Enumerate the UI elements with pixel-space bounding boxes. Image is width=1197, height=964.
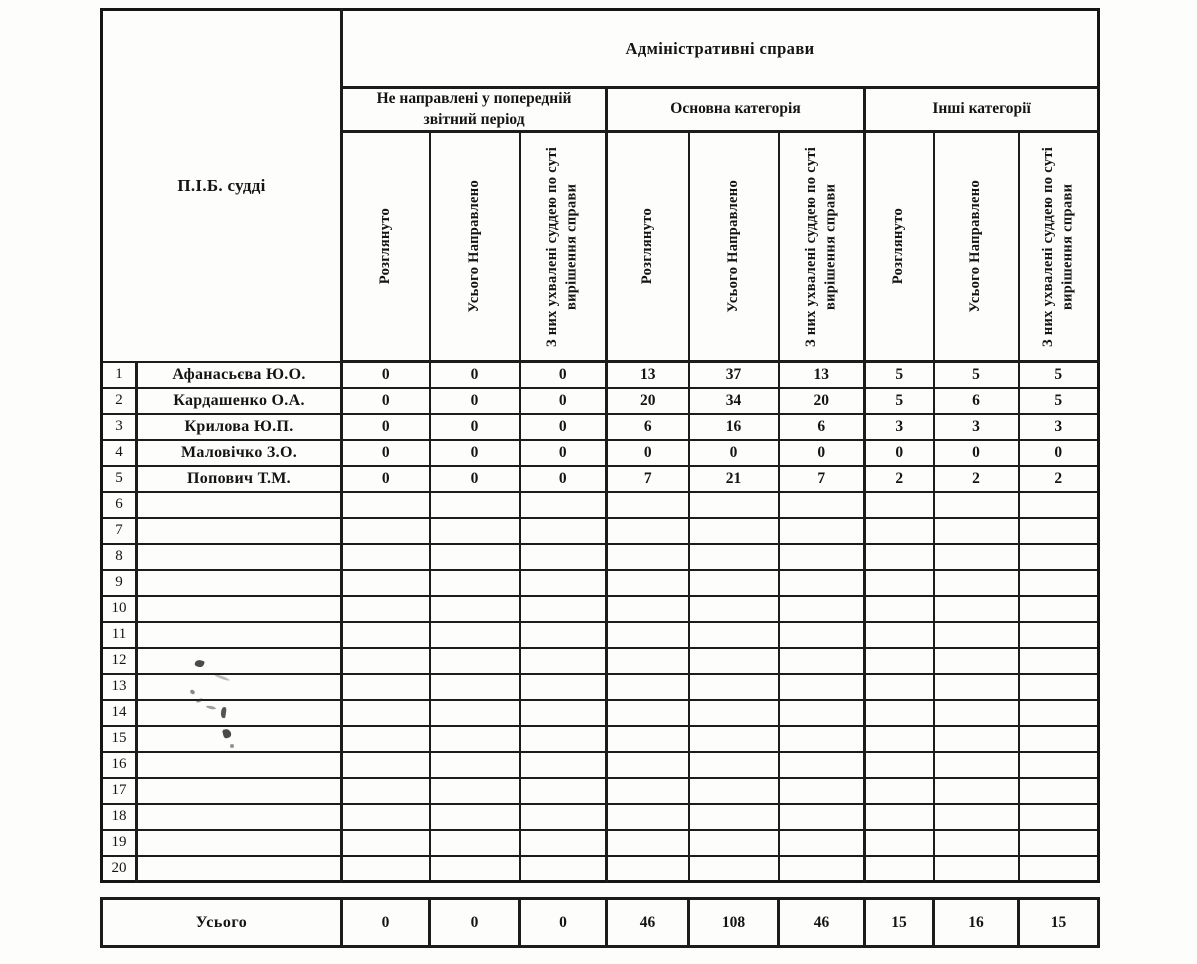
cell-value — [934, 544, 1019, 570]
cell-value — [342, 570, 430, 596]
cell-value — [607, 544, 689, 570]
cell-value — [430, 700, 520, 726]
row-number: 8 — [102, 544, 137, 570]
cell-value — [430, 752, 520, 778]
cell-value: 0 — [607, 440, 689, 466]
row-number: 7 — [102, 518, 137, 544]
cell-value — [1019, 518, 1099, 544]
table-row — [102, 544, 1099, 570]
total-value: 16 — [934, 899, 1019, 947]
cell-value — [607, 726, 689, 752]
cell-value — [865, 570, 934, 596]
cell-value — [779, 830, 865, 856]
col-header-decided-on-merits: З них ухвалені суддею по суті вирішення справи — [1019, 132, 1099, 362]
cell-value: 2 — [934, 466, 1019, 492]
cell-value: 0 — [520, 388, 607, 414]
cell-value — [342, 596, 430, 622]
totals-label: Усього — [102, 899, 342, 947]
table-row — [102, 492, 1099, 518]
table-row — [102, 752, 1099, 778]
cell-value — [1019, 674, 1099, 700]
cell-value — [607, 570, 689, 596]
cell-value: 0 — [934, 440, 1019, 466]
cell-value — [607, 700, 689, 726]
cell-value — [342, 804, 430, 830]
cell-value — [779, 596, 865, 622]
cell-value — [1019, 492, 1099, 518]
cell-value — [1019, 726, 1099, 752]
judge-name — [137, 726, 342, 752]
cell-value — [934, 856, 1019, 882]
row-number: 12 — [102, 648, 137, 674]
cell-value: 0 — [430, 388, 520, 414]
cell-value — [865, 752, 934, 778]
table-row — [102, 440, 1099, 466]
scanned-report-sheet — [100, 8, 1097, 931]
cell-value — [865, 492, 934, 518]
judge-name — [137, 830, 342, 856]
cell-value — [430, 596, 520, 622]
cell-value: 2 — [865, 466, 934, 492]
table-row — [102, 856, 1099, 882]
cell-value: 0 — [342, 440, 430, 466]
table-row — [102, 726, 1099, 752]
row-number: 5 — [102, 466, 137, 492]
cell-value — [520, 778, 607, 804]
total-value: 15 — [1019, 899, 1099, 947]
cell-value — [865, 804, 934, 830]
row-number: 10 — [102, 596, 137, 622]
table-row — [102, 674, 1099, 700]
cell-value: 5 — [865, 362, 934, 388]
cell-value — [607, 492, 689, 518]
cell-value: 6 — [779, 414, 865, 440]
col-header-reviewed: Розглянуто — [607, 132, 689, 362]
cell-value — [430, 648, 520, 674]
cell-value: 0 — [779, 440, 865, 466]
cell-value — [865, 700, 934, 726]
cell-value — [430, 726, 520, 752]
cell-value — [342, 726, 430, 752]
judge-name: Афанасьєва Ю.О. — [137, 362, 342, 388]
cell-value — [689, 674, 779, 700]
row-number: 17 — [102, 778, 137, 804]
cell-value — [520, 830, 607, 856]
table-row — [102, 804, 1099, 830]
row-number: 4 — [102, 440, 137, 466]
cell-value: 16 — [689, 414, 779, 440]
cell-value: 0 — [430, 414, 520, 440]
cell-value — [430, 570, 520, 596]
col-header-decided-on-merits: З них ухвалені суддею по суті вирішення справи — [779, 132, 865, 362]
total-value: 0 — [342, 899, 430, 947]
cell-value: 0 — [342, 466, 430, 492]
cell-value — [1019, 856, 1099, 882]
cell-value — [689, 830, 779, 856]
cell-value: 0 — [865, 440, 934, 466]
row-number: 16 — [102, 752, 137, 778]
cell-value — [1019, 622, 1099, 648]
cell-value — [342, 674, 430, 700]
cell-value: 5 — [865, 388, 934, 414]
cell-value — [689, 518, 779, 544]
cell-value — [865, 596, 934, 622]
cell-value — [865, 622, 934, 648]
col-header-decided-on-merits: З них ухвалені суддею по суті вирішення справи — [520, 132, 607, 362]
cell-value: 0 — [342, 362, 430, 388]
cell-value: 13 — [779, 362, 865, 388]
cell-value — [1019, 570, 1099, 596]
table-row — [102, 622, 1099, 648]
group-header-main-category: Основна категорія — [607, 88, 865, 132]
col-header-total-forwarded: Усього Направлено — [430, 132, 520, 362]
cell-value — [1019, 830, 1099, 856]
cell-value — [779, 648, 865, 674]
cell-value — [865, 830, 934, 856]
cell-value: 6 — [934, 388, 1019, 414]
cell-value — [934, 622, 1019, 648]
cell-value — [430, 856, 520, 882]
table-row — [102, 388, 1099, 414]
cell-value — [607, 804, 689, 830]
cell-value — [934, 492, 1019, 518]
cell-value — [430, 674, 520, 700]
table-row — [102, 518, 1099, 544]
cell-value — [430, 622, 520, 648]
cell-value — [520, 752, 607, 778]
cell-value — [934, 830, 1019, 856]
cell-value — [779, 804, 865, 830]
cell-value: 3 — [865, 414, 934, 440]
cell-value: 13 — [607, 362, 689, 388]
cell-value — [607, 596, 689, 622]
cell-value — [607, 830, 689, 856]
row-number: 3 — [102, 414, 137, 440]
table-row — [102, 570, 1099, 596]
cell-value — [342, 648, 430, 674]
judge-name — [137, 648, 342, 674]
cell-value — [779, 856, 865, 882]
cell-value — [689, 804, 779, 830]
cell-value: 0 — [1019, 440, 1099, 466]
row-number: 1 — [102, 362, 137, 388]
total-value: 15 — [865, 899, 934, 947]
cell-value — [934, 752, 1019, 778]
cell-value — [934, 518, 1019, 544]
cell-value — [607, 778, 689, 804]
cell-value: 0 — [520, 414, 607, 440]
cell-value: 20 — [607, 388, 689, 414]
cell-value — [607, 518, 689, 544]
judge-name — [137, 492, 342, 518]
cell-value: 0 — [430, 466, 520, 492]
total-value: 46 — [607, 899, 689, 947]
cell-value — [934, 778, 1019, 804]
cell-value — [934, 648, 1019, 674]
table-row — [102, 596, 1099, 622]
cell-value — [342, 856, 430, 882]
col-header-total-forwarded: Усього Направлено — [934, 132, 1019, 362]
cell-value — [520, 856, 607, 882]
row-number: 18 — [102, 804, 137, 830]
cell-value — [520, 726, 607, 752]
cell-value — [342, 492, 430, 518]
cell-value: 5 — [1019, 362, 1099, 388]
cell-value — [607, 622, 689, 648]
cell-value — [689, 752, 779, 778]
cell-value: 0 — [520, 362, 607, 388]
cell-value — [934, 596, 1019, 622]
corner-header-judge-name: П.І.Б. судді — [102, 10, 342, 362]
cell-value: 37 — [689, 362, 779, 388]
judge-name — [137, 622, 342, 648]
row-number: 2 — [102, 388, 137, 414]
cell-value — [865, 544, 934, 570]
judge-name: Попович Т.М. — [137, 466, 342, 492]
row-number: 19 — [102, 830, 137, 856]
cell-value — [865, 518, 934, 544]
cell-value — [520, 700, 607, 726]
cell-value: 7 — [607, 466, 689, 492]
cell-value — [865, 726, 934, 752]
cell-value — [342, 544, 430, 570]
judge-name — [137, 778, 342, 804]
cell-value — [1019, 596, 1099, 622]
top-header-administrative-cases: Адміністративні справи — [342, 10, 1099, 88]
table-row — [102, 700, 1099, 726]
cell-value — [520, 492, 607, 518]
col-header-reviewed: Розглянуто — [865, 132, 934, 362]
row-number: 20 — [102, 856, 137, 882]
cell-value — [1019, 648, 1099, 674]
row-number: 14 — [102, 700, 137, 726]
cell-value: 0 — [430, 440, 520, 466]
cell-value — [520, 648, 607, 674]
table-row — [102, 830, 1099, 856]
cell-value — [342, 518, 430, 544]
cell-value: 3 — [934, 414, 1019, 440]
cell-value — [342, 830, 430, 856]
cell-value: 5 — [934, 362, 1019, 388]
cell-value — [520, 674, 607, 700]
judge-name — [137, 518, 342, 544]
row-number: 9 — [102, 570, 137, 596]
cell-value — [689, 570, 779, 596]
cell-value — [1019, 544, 1099, 570]
table-row — [102, 778, 1099, 804]
cell-value — [430, 518, 520, 544]
cell-value — [342, 752, 430, 778]
cell-value — [430, 544, 520, 570]
total-value: 0 — [520, 899, 607, 947]
judge-name — [137, 856, 342, 882]
cell-value — [430, 492, 520, 518]
cell-value — [779, 570, 865, 596]
table-row — [102, 648, 1099, 674]
cell-value — [520, 804, 607, 830]
judge-name — [137, 570, 342, 596]
group-header-other-categories: Інші категорії — [865, 88, 1099, 132]
cell-value: 0 — [342, 414, 430, 440]
cell-value — [779, 544, 865, 570]
group-header-not-forwarded-previous-period: Не направлені у попередній звітний період — [342, 88, 607, 132]
header-row-top — [102, 10, 1099, 88]
cell-value: 0 — [689, 440, 779, 466]
table-row — [102, 414, 1099, 440]
cell-value — [1019, 752, 1099, 778]
cell-value — [779, 700, 865, 726]
cell-value — [607, 674, 689, 700]
cell-value — [934, 700, 1019, 726]
row-number: 13 — [102, 674, 137, 700]
cell-value — [520, 518, 607, 544]
cell-value — [689, 648, 779, 674]
cell-value — [779, 778, 865, 804]
row-number: 6 — [102, 492, 137, 518]
cell-value: 0 — [520, 440, 607, 466]
cell-value: 0 — [342, 388, 430, 414]
cell-value — [865, 778, 934, 804]
cases-table — [100, 8, 1100, 883]
cell-value — [934, 674, 1019, 700]
table-row — [102, 362, 1099, 388]
row-number: 15 — [102, 726, 137, 752]
total-value: 46 — [779, 899, 865, 947]
cell-value: 21 — [689, 466, 779, 492]
cell-value — [1019, 700, 1099, 726]
cell-value — [865, 648, 934, 674]
totals-table — [100, 897, 1100, 948]
table-body — [102, 362, 1099, 882]
col-header-reviewed: Розглянуто — [342, 132, 430, 362]
judge-name — [137, 700, 342, 726]
cell-value — [779, 622, 865, 648]
cell-value — [779, 518, 865, 544]
cell-value: 7 — [779, 466, 865, 492]
cell-value — [607, 648, 689, 674]
cell-value — [1019, 778, 1099, 804]
judge-name — [137, 752, 342, 778]
judge-name: Маловічко З.О. — [137, 440, 342, 466]
cell-value — [342, 700, 430, 726]
cell-value — [779, 492, 865, 518]
cell-value — [607, 752, 689, 778]
judge-name: Кардашенко О.А. — [137, 388, 342, 414]
judge-name — [137, 804, 342, 830]
cell-value — [430, 830, 520, 856]
cell-value — [689, 726, 779, 752]
cell-value — [865, 856, 934, 882]
cell-value: 20 — [779, 388, 865, 414]
col-header-total-forwarded: Усього Направлено — [689, 132, 779, 362]
cell-value — [342, 778, 430, 804]
cell-value: 6 — [607, 414, 689, 440]
totals-row — [102, 899, 1099, 947]
row-number: 11 — [102, 622, 137, 648]
cell-value — [779, 726, 865, 752]
judge-name — [137, 674, 342, 700]
cell-value — [689, 596, 779, 622]
judge-name — [137, 544, 342, 570]
cell-value — [934, 570, 1019, 596]
table-row — [102, 466, 1099, 492]
cell-value: 3 — [1019, 414, 1099, 440]
judge-name: Крилова Ю.П. — [137, 414, 342, 440]
cell-value — [520, 544, 607, 570]
judge-name — [137, 596, 342, 622]
cell-value — [607, 856, 689, 882]
cell-value: 5 — [1019, 388, 1099, 414]
cell-value — [689, 856, 779, 882]
cell-value: 0 — [520, 466, 607, 492]
cell-value — [689, 700, 779, 726]
cell-value — [934, 726, 1019, 752]
cell-value — [689, 544, 779, 570]
total-value: 0 — [430, 899, 520, 947]
cell-value — [689, 492, 779, 518]
cell-value — [865, 674, 934, 700]
cell-value — [520, 596, 607, 622]
cell-value — [430, 778, 520, 804]
cell-value — [779, 752, 865, 778]
cell-value — [689, 622, 779, 648]
cell-value: 0 — [430, 362, 520, 388]
cell-value — [934, 804, 1019, 830]
cell-value — [1019, 804, 1099, 830]
cell-value — [520, 622, 607, 648]
cell-value — [779, 674, 865, 700]
cell-value — [689, 778, 779, 804]
cell-value: 2 — [1019, 466, 1099, 492]
cell-value — [520, 570, 607, 596]
cell-value: 34 — [689, 388, 779, 414]
cell-value — [342, 622, 430, 648]
cell-value — [430, 804, 520, 830]
total-value: 108 — [689, 899, 779, 947]
